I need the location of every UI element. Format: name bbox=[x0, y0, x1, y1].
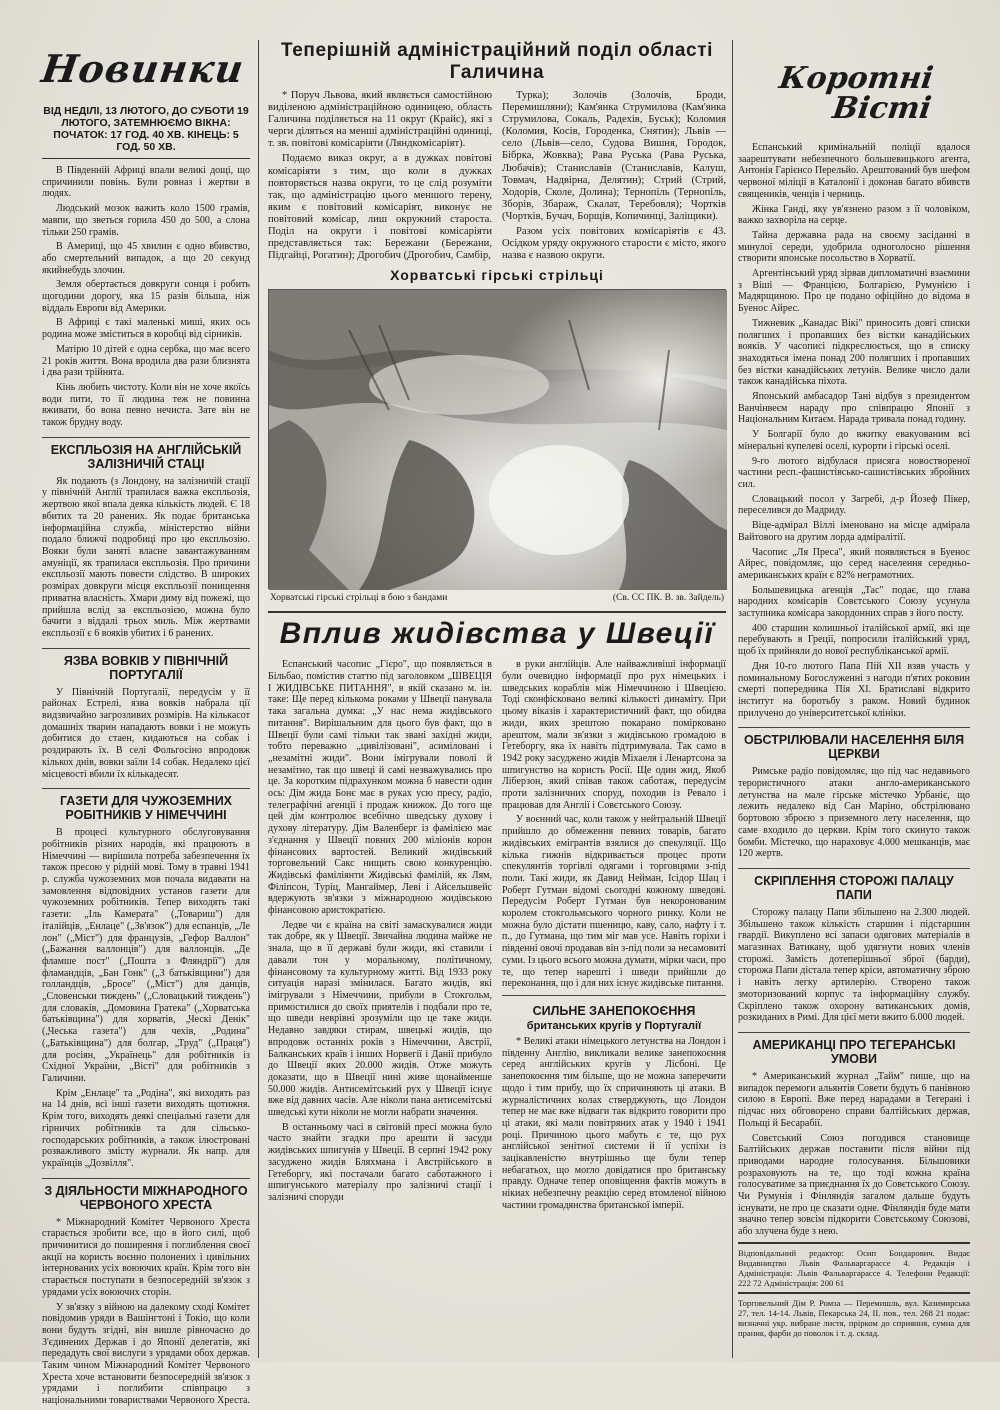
divider bbox=[738, 1292, 970, 1294]
korotki-visti-masthead bbox=[734, 61, 974, 126]
news-item: У Болгарії було до вжитку евакуованим всі мінеральні купелеві оселі, курорти і гірські оселі. bbox=[738, 429, 970, 452]
column-rule bbox=[258, 40, 259, 1358]
photo-caption: Хорватські гірські стрільці в бою з бандами bbox=[270, 593, 448, 604]
news-item: В Африці є такі маленькі миші, яких ось родина може зміститься в коробці від сірників. bbox=[42, 317, 250, 341]
news-item: В Південній Африці впали великі дощі, що спричинили повінь. Були ровназ і жертви в людях. bbox=[42, 165, 250, 200]
news-item: В Америці, що 45 хвилин є одно вбивство, або смертельний випадок, а що 20 секунд якийнебудь злочин. bbox=[42, 241, 250, 276]
news-item: Словацький посол у Загребі, д-р Йозеф Пікер, переселився до Мадриду. bbox=[738, 493, 970, 517]
news-item: Людський мозок важить коло 1500 грамів, мавпи, що зветься горила 450 до 500, а слона тільки 250 грамів. bbox=[42, 203, 250, 238]
news-item: 9-го лютого відбулася присяга новоствореної частини респ.-фашистівсько-сашистівських збройних сил. bbox=[738, 455, 970, 490]
article-paragraph: Римське радіо повідомляє, що під час недавнього терористичного атаки англо-американського летунства на мале гірське містечко Урбаніє, що лежить недалеко від Сан Маріно, обстрілювано бортовою зброєю з приземного лету населення, що саме входило до церкви. Крім того скинуто також бомби. Містечко, що нараховує 4.000 мешканців, має 120 жертв. bbox=[738, 766, 970, 860]
article-paragraph: Сторожу палацу Папи збільшено на 2.300 людей. Збільшено також кількість старшин і підстаршин гвардії. Викуплено всі запаси одягових матеріалів в магазинах Ватикану, щоб удягнути нових членів сторожі. Замість дотеперішньої зброї (барди), сторожа Папи дістала тепер кріси, автоматичну зброю і навіть легку артилерію. Створено також змоторизований корпус та інформаційну службу. Скріплено також охорону ватиканських домів, розкиданих в Римі. Для цієї мети вжито 6.000 людей. bbox=[738, 906, 970, 1024]
sweden-article-body bbox=[268, 659, 726, 1214]
news-item: Віце-адмірал Віллі іменовано на місце адмірала Вайтового на другим лорда адміралітії. bbox=[738, 520, 970, 543]
sweden-article-title: Вплив жидівства у Швеції bbox=[268, 611, 726, 651]
article-paragraph: Разом усіх повітових комісаріятів є 43. Осідком уряду окружного старости є місто, якого назва є назвою округи. bbox=[502, 226, 726, 262]
left-column bbox=[38, 40, 250, 1410]
blackout-notice: ВІД НЕДІЛІ, 13 ЛЮТОГО, ДО СУБОТИ 19 ЛЮТОГО, ЗАТЕМНЮЄМО ВІКНА: ПОЧАТОК: 17 ГОД. 40 ХВ. КІНЕЦЬ: 5 ГОД. 50 ХВ. bbox=[42, 103, 250, 159]
article-paragraph: Еспанський часопис „Гієро", що появляється в Більбао, помістив статтю під заголовком „ШВЕЦІЯ І ЖИДІВСЬКЕ ПИТАННЯ", в якій сказано м. ін. таке: Ще перед кількома роками у Швеції панувала така загальна думка: „У нас нема жидівського питання". Вирішальним для цього був факт, що в Швеції були самі тільки так звані західні жиди, тобто переважно „цивілізовані", асиміловані і „незамітні жиди". Вони імігрували поволі й незамітно, так що швеці й самі незважувались про це. За коротким підрахунком можна б навести один ось: Дім жида Бонє має в руках усю пресу, радіо, телеграфічні агенції і продаж книжок. До того ще цей дім контролює всебічно шведську духову і духову літературу. Дім Валенберг із фамілією має з'єднання у Швеції повних 200 міліонів корон фінансових вартостей. Великий жидівський торговельний Сакс нищить свою конкуренцію. Жидівські фаміліянти Жидівські фамілій, як Лям, Філіпсон, Туріц, Мангаймер, Леві і Айсельшвейс вдержують зв'язки з міжнародною жидівською фінансовою аристократією. bbox=[268, 659, 492, 917]
article-paragraph: * Американський журнал „Тайм" пише, що на випадок перемоги альянтів Совети будуть 6 панівною силою в Европі. Вже перед нарадами в Тегерані і підчас них обговорено справи балтійських держав, Польщі й Бесарабії. bbox=[738, 1071, 970, 1129]
main-article-title: Теперішній адміністраційний поділ області Галичина bbox=[281, 40, 713, 83]
main-article-body bbox=[268, 90, 726, 265]
novynky-masthead: Новинки bbox=[38, 46, 248, 91]
divider bbox=[502, 995, 726, 996]
divider bbox=[738, 1242, 970, 1244]
article-heading: СКРІПЛЕННЯ СТОРОЖІ ПАЛАЦУ ПАПИ bbox=[738, 868, 970, 902]
masthead-line: Коротні bbox=[777, 61, 936, 96]
news-item: Дня 10-го лютого Папа Пій XII взяв участь у поминальному Богослуженні з нагоди п'ятих роковин смерті попередника Пія XI. Братиславі відкрито інститут на боротьбу з раком. Новий будинок прилучено до університетської клініки. bbox=[738, 660, 970, 719]
article-paragraph: В процесі культурного обслуговування робітників різних народів, які працюють в Німеччині — вирішила потреба забезпечення їх також пресою у рідній мові. Тому в травні 1941 р. служба чужоземних мов почала видавати на замовлення відповідних установ газети для чужоземних робітників. Тепер виходять такі газети: „Іль Камерата" („Товариш") для італійців, „Енлаце" („Зв'язок") для еспанців, „Ле лон" („Міст") для французів, „Гефор Валлон" („Бажання валлонців") для валлонців. „Де фламше пост" („Пошта з Фляндрії") для фламандців, „Бан Гонк" („З батьківщини") для голландців, „Бросе" („Міст") для данців, „Словенськи тиждень" („Словацький тиждень") для словаків, „Домовина Гратека" („Хорватська батьківщина") для хорватів, „Ческі Денік" („Чеська газета") для чехів, „Родина" („Батьківщина") для болгар, „Труд" („Праця") для росіян, „Українець" для робітників із Східної України, „Вісті" для робітників з Галичини. bbox=[42, 827, 250, 1084]
news-item: Тижневик „Канадас Вікі" приносить довгі списки полягших і пропавших без вістки канадійських вояків. У часописі підкреслюється, що в списку знаходяться імена понад 200 полягших і пропавших без вістки канадійських летунів. Велике число дали також канадійська піхота. bbox=[738, 317, 970, 388]
news-item: Тайна державна рада на своєму засіданні в минулої середи, удобрила одноголосно рішення створити японське посольство в Хорватії. bbox=[738, 229, 970, 265]
article-paragraph: У воєнний час, коли також у нейтральній Швеції прийшло до обмеження певних товарів, багато жидівських емігрантів взялися до спекуляції. Що кілька гижнів відкривається процес проти спекулянтів торгівлі одягами і торговцями з-під поли. Такі жиди, як Давид Нейман, Ісідор Шац і Роберт Гутман відомі сьогодні кожному шведові. Передусім Роберт Гутман був некоронованим королем стокгольмського чорного ринку. Коли не можна було дістати пшеницю, каву, сало, нафту і т. п., до Гутмана, що тим міг мав усе. Навіть горіхи і південні овочі продавав він з-під поли за несамовиті суми. Із цього всього можна думати, мірки часи, про те, що тепер нарешті і шведи прийшли до переконання, що і для них існує жидівське питання. bbox=[502, 814, 726, 990]
article-heading: ЯЗВА ВОВКІВ У ПІВНІЧНІЙ ПОРТУГАЛІЇ bbox=[42, 648, 250, 682]
article-paragraph: Ледве чи є країна на світі замаскувалися жиди так добре, як у Швеції. Звичайна людина майже не знала, що в її державі були жиди, які ставили і давали тон у моральному, політичному, фінансовому та культурному житті. Від 1933 року ситуація наразі змінилася. Багато жидів, які імігрували з Німеччини, прибули в Стокгольм, примостилися до своїх приятелів і подбали про те, що шведи неврівні зрозуміли що це таке жиди. Недавно завдяки стирам, швецькі жидів, що впродовж останніх років з Німеччини, Австрії, Балканських країв і інших Норвегії і Данії прибуло до Швеції яких 20.000 жидів. Отже можуть доказати, що в Швеції нині живе щонайменше 50.000 жидів. Антисемітський рух у Швеції існує вже від давних часів. Але ніколи пана антисемітські шведські кути ніколи не могли набрати значення. bbox=[268, 919, 492, 1119]
advertisement: Торговельний Дім Р. Ромза — Перемишль, вул. Казимирська 27, тел. 14-14. Львів, Пекарська 24, ІІ. пов., тел. 268 21 подає: визначні укр. вибране листя, прірком до сприяння, сумна для праник, фарби до поволок і т. д. склад. bbox=[738, 1297, 970, 1338]
article-paragraph: * Поруч Львова, який являється самостійною виділеною адміністраційною одиницею, область Галичина поділяється на 11 округ (Крайс), які з черги діляться на менші адміністраційні одиниці, т. зв. повітові комісаріяти (Ляндкомісаріят). bbox=[268, 90, 493, 150]
article-heading: ГАЗЕТИ ДЛЯ ЧУЖОЗЕМНИХ РОБІТНИКІВ У НІМЕЧЧИНІ bbox=[42, 788, 250, 822]
news-item: Японський амбасадор Тані відбув з президентом Ванчінвеєм нараду про співпрацю Японії з Національним Китаєм. Нарада тривала понад годину. bbox=[738, 391, 970, 426]
article-paragraph: * Великі атаки німецького летунства на Лондон і південну Англію, викликали велике занепокоєння серед англійських кругів у Лісбоні. Це занепокоєння тим більше, що не можна заперечити щодо і тим прибу, що їх спричиняють ці атаки. В журналістичних колах стверджують, що Лондон тепер не має вже відваги так відкрито говорити про ці атаки, які мали повітряних атак у 1940 і 1941 році. Причиною цього мабуть є те, що рух англійської зенітної системи й її успіхи із зацікавленістю внутрішньо ще були тепер небагатьох, що могло довідатися про британську правду. Одначе тепер оповіщення фактів можуть в нікиах небезпечну реакцію серед втомленої війною частини громадянства британської імперії. bbox=[502, 1036, 726, 1211]
news-item: Кінь любить чистоту. Коли він не хоче якоїсь води пити, то її людина теж не повинна вживати, бо вона певно нечиста. Зате він не також брудну воду. bbox=[42, 381, 250, 429]
article-paragraph: В останньому часі в світовій пресі можна було часто знайти згадки про арешти й засуди жидівських шпигунів у Швеції. В серпні 1942 року засуджено жидів Бляхмана і Австрійського в Гетеборгу, які постачали багато саботажного і шпигунського матеріалу про залізничі стації і залізничі споруди bbox=[268, 1121, 492, 1203]
news-item: Земля обертається довкруги сонця і робить щогодини дорогу, яка 15 разів більша, ніж віддаль Европи від Америки. bbox=[42, 279, 250, 314]
editorial-imprint: Відповідальний редактор: Осип Бондарович. Видає Видавництво Львів Фальваргарассе 4. Редакція і Адміністрація: Львів Фальваргарассе 4. Телефони Редакції: 222 72 Адміністрація: 200 61 bbox=[738, 1247, 970, 1288]
article-paragraph: * Міжнародний Комітет Червоного Хреста старається зробити все, що в його силі, щоб причинитися до поширення і поглиблення своєї акції на користь воєнно полонених і цивільних інтернованих усіх воюючих країн. Крім того він старається поступати в безпосередній зв'язок з урядами усіх воюючих сторін. bbox=[42, 1216, 250, 1298]
article-paragraph: Як подають (з Лондону, на залізничій стації у північній Англії трапилася важка експльозія, жертвою якої впала деяка кількість людей. Є 18 вбитих та 20 ранених. Як подає британська інформаційна служба, міністерство війни подало ближчі подробиці про цю експльозію. Вояки були заняті власне завантажуванням амуніції, як трапилася експльозія. Про причини експльозії мають повести слідство. В широких розмірах довкруги місця експльозії понищення приватна власність. Хмари диму від пожежі, що прийшла вслід за експльозією, можна було бачити з віддалі трьох миль. Між жертвами експльозії є 6 вояків убитих і 6 ранених. bbox=[42, 475, 250, 639]
article-heading: З ДІЯЛЬНОСТИ МІЖНАРОДНОГО ЧЕРВОНОГО ХРЕСТА bbox=[42, 1178, 250, 1212]
article-paragraph: в руки англійців. Але найважливіші інформації були очевидно інформації про рух німецьких і шведських кораблів між Німеччиною і Швецією. Тоді сконфісковано великі кількості динаміту. При цьому віказів і характеристичний факт, що обидва жиди, яких зрештою покарано помірковано арештом, мали зв'язки з жидівською громадою в Гетеборгу, яка їх навіть підтримувала. Так само в 1942 року засуджено жидів Міхаеля і Ленартсона за шпигунство на користь Росії. Ще один жид, Якоб Ліберзон, який співав також саботаж, передусім проти залізничних споруд, походив із Ревало і працював для Англії і Совєтського Союзу. bbox=[502, 659, 726, 811]
article-heading: ЕКСПЛЬОЗІЯ НА АНГЛІЙСЬКІЙ ЗАЛІЗНИЧІЙ СТАЦІ bbox=[42, 437, 250, 471]
article-paragraph: У зв'язку з війною на далекому сході Комітет повідомив уряди в Вашінгтоні і Токіо, що коли вони будуть згідні, він вишле рівночасно до З'єдинених Держав і до Японії делегатів, які передадуть свої вислуги з урядами обох держав. Таким чином Міжнародний Комітет Червоного Хреста хоче встановити безпосередній зв'язок з урядами і поглибити співпрацю з національними товариствами Червоного Хреста. bbox=[42, 1301, 250, 1407]
article-paragraph: Совєтський Союз погодився становище Балтійських держав поставити після війни під приводами народне голосування. Більшовики розраховують на те, що тоді кожна країна голосуватиме за приєднання їх до Совєтського Союзу. Чи Румунія і Фінляндія загалом дальше будуть існувати, не про це сказати одне. Фінляндія буде мати значно тепер зовсім підкорити Совєтському Союзові, або злучена буде з нею. bbox=[738, 1132, 970, 1238]
column-rule bbox=[732, 40, 733, 1358]
right-column bbox=[738, 40, 970, 1338]
article-heading: ОБСТРІЛЮВАЛИ НАСЕЛЕННЯ БІЛЯ ЦЕРКВИ bbox=[738, 727, 970, 761]
news-item: Большевицька агенція „Тас" подає, що глава народних комісарів Совєтського Союзу усунула заступника комісара закордонних справ з його посту. bbox=[738, 584, 970, 620]
news-item: Еспанський кримінальній поліції вдалося заарештувати небезпечного большевицького агента, Антонія Гарієнсо Перельйо. Арештований був шефом червоної міліції в Каталонії і доконав багато вбивств священиків, ченців і черниць. bbox=[738, 142, 970, 200]
masthead-line: Вісті bbox=[830, 91, 934, 126]
photo-title: Хорватські гірські стрільці bbox=[390, 267, 604, 284]
article-paragraph: У Північній Португалії, передусім у її районах Естрелі, язва вовків набрала ції видзвичайно загрозливих розмірів. На кількасот домашніх тварин нападають вовки і не можуть добитися до стаен, кидаються на собак і роздирають їх. В селі Фольгосіно впродовж кількох днів, вовки заїли 14 собак. Недалеко цієї місцевості вбили їх кількадесят. bbox=[42, 686, 250, 780]
article-paragraph: Подаємо виказ округ, а в дужках повітові комісаріяти з тим, що коли в дужках повторяється назва округи, то це слід розуміти так, що адміністрацію цього меншого терену, яким є повітовий комісаріят, виконує не повітовий комісар, лиш окружний староста. Поділ на округи і повітові комісаріяти представляється так: Бережани (Бережани, Підгайці, Рогатин); Дрогобич (Дрогобич, Самбір, bbox=[268, 153, 492, 262]
snowy-mountain-photo bbox=[269, 290, 727, 590]
soldiers-photo bbox=[268, 289, 726, 589]
center-section bbox=[268, 40, 726, 1215]
news-item: Матірю 10 дітей є одна сербка, що має всего 21 років життя. Вона вродила два рази близнята і два рази трійнята. bbox=[42, 343, 250, 379]
news-item: 400 старшин колишньої італійської армії, які ще перебувають в Греції, попросили італійський уряд, щоб їх прийняли до нової республіканської армії. bbox=[738, 622, 970, 658]
article-paragraph: Крім „Енлаце" та „Родіна", які виходять раз на 14 днів, всі інші газети виходять щотижня. Крім того, виходять деякі спеціальні газети для гірничих робітників та для сільсько-господарських робітників, а також ілюстровані розважливого змісту журнали. Як напр. для українців „Дозвілля". bbox=[42, 1087, 250, 1169]
news-item: Аргентінський уряд зірвав дипломатичні взаємини з Віші — Францією, Болгарією, Румунією і Мадярщиною. Про це подано офіційно до відома в Буенос Айрес. bbox=[738, 268, 970, 315]
portugal-article-subtitle: британських кругів у Португалії bbox=[526, 1020, 702, 1032]
photo-caption-row bbox=[270, 593, 724, 603]
portugal-article-title: СИЛЬНЕ ЗАНЕПОКОЄННЯ bbox=[532, 1004, 696, 1018]
photo-credit: (Св. СС ПК. В. зв. Зайдель) bbox=[612, 593, 724, 604]
article-paragraph: Турка); Золочів (Золочів, Броди, Перемишляни); Кам'янка Струмилова (Кам'янка Струмилова, Сокаль, Радехів, Буськ); Коломия (Коломия, Косів, Городенка, Снятин); Львів — село (Львів—село, Судова Вишня, Городок, Бібрка, Жовква); Рава Руська (Рава Руська, Любачів); Станиславів (Станиславів, Калуш, Товмач, Надвірна, Делятин); Стрий (Стрий, Ходорів, Сколе, Долина); Тернопіль (Тернопіль, Зборів, Збараж, Скалат, Теребовля); Чортків (Чортків, Бучач, Борщів, Копичинці, Заліщики). bbox=[502, 90, 726, 222]
news-item: Часопис „Ля Преса", який появляється в Буенос Айрес, повідомляє, що серед населення середньо-американських країн є 82% неграмотних. bbox=[738, 546, 970, 581]
article-heading: АМЕРИКАНЦІ ПРО ТЕГЕРАНСЬКІ УМОВИ bbox=[738, 1032, 970, 1066]
news-item: Жінка Ганді, яку ув'язнено разом з її чоловіком, важко захворіла на серце. bbox=[738, 203, 970, 227]
